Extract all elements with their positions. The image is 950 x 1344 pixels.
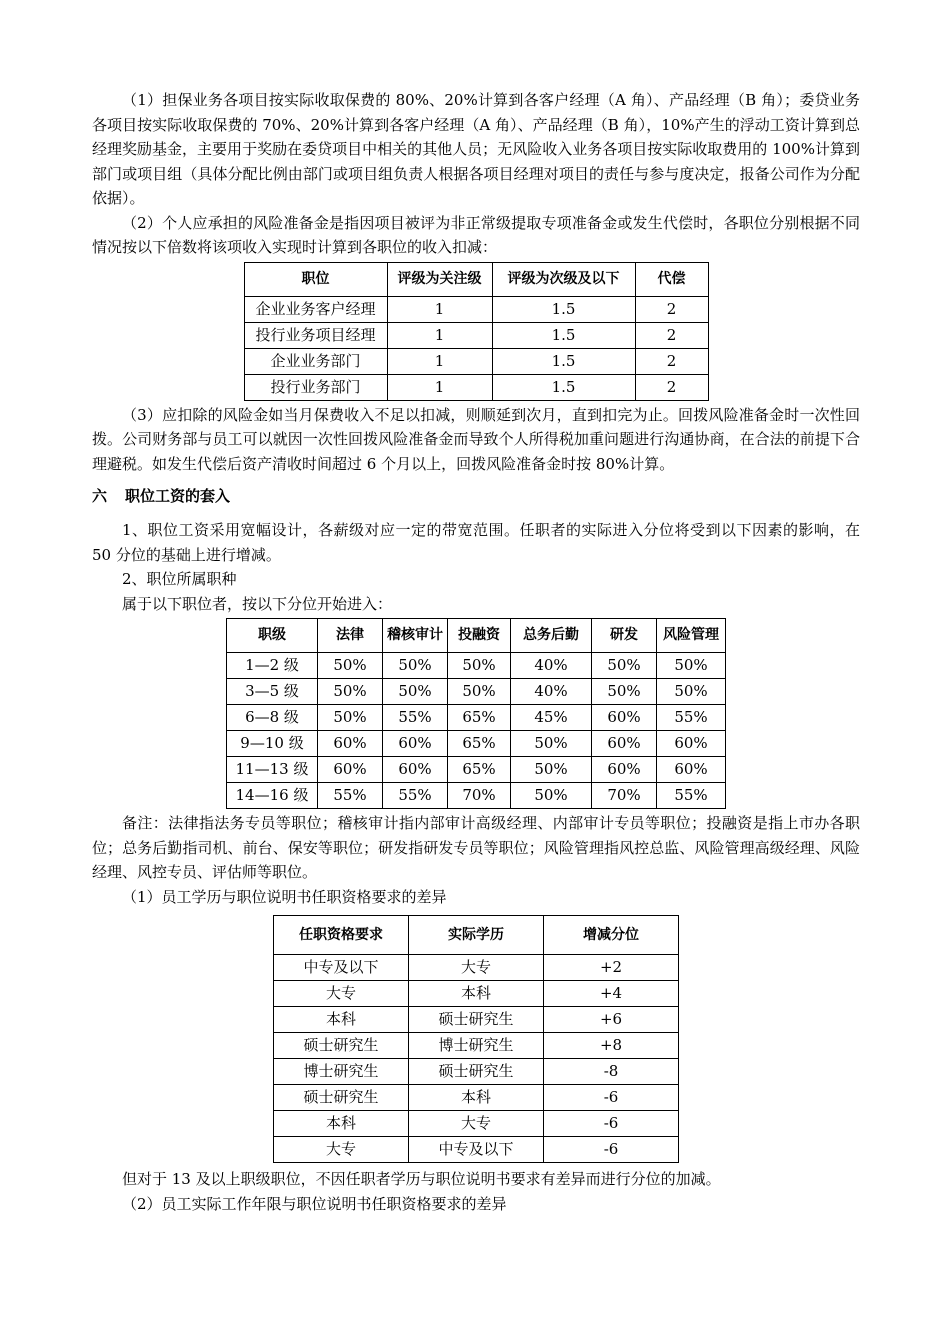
table-cell: 大专	[409, 1111, 544, 1137]
table-row	[274, 1137, 679, 1163]
document-page	[92, 88, 860, 1216]
column-header: 总务后勤	[511, 619, 592, 653]
paragraph-deduction-rules: （3）应扣除的风险金如当月保费收入不足以扣减，则顺延到次月，直到扣完为止。回拨风险准备金时一次性回拨。公司财务部与员工可以就因一次性回拨风险准备金而导致个人所得税加重问题进行沟通协商，在合法的前提下合理避税。如发生代偿后资产清收时间超过 6 个月以上，回拨风险准备金时按 80%计算。	[92, 405, 860, 473]
table-cell: 1	[387, 348, 492, 374]
table-row	[274, 1059, 679, 1085]
table-cell: 1	[387, 296, 492, 322]
table-cell: 50%	[657, 653, 726, 679]
table-cell: 50%	[511, 757, 592, 783]
table-header-row	[274, 916, 679, 955]
table-cell: 50%	[592, 653, 657, 679]
paragraph-work-years-diff: （2）员工实际工作年限与职位说明书任职资格要求的差异	[122, 1194, 507, 1213]
table-cell: 60%	[318, 757, 383, 783]
table-cell: 硕士研究生	[274, 1033, 409, 1059]
table-cell: 1—2 级	[227, 653, 318, 679]
table-cell: 55%	[657, 705, 726, 731]
table-cell: 1	[387, 322, 492, 348]
table-cell: 65%	[448, 731, 511, 757]
paragraph-risk-reserve: （2）个人应承担的风险准备金是指因项目被评为非正常级提取专项准备金或发生代偿时，各职位分别根据不同情况按以下倍数将该项收入实现时计算到各职位的收入扣减：	[92, 213, 860, 256]
paragraph-job-family: 2、职位所属职种	[122, 570, 237, 588]
table-cell: 60%	[657, 731, 726, 757]
table-cell: 2	[635, 322, 708, 348]
table-cell: 50%	[657, 679, 726, 705]
table-cell: 9—10 级	[227, 731, 318, 757]
table-cell: +4	[544, 981, 679, 1007]
table-cell: 企业业务客户经理	[244, 296, 387, 322]
table-row	[274, 1111, 679, 1137]
table-header-row	[244, 262, 708, 296]
table-cell: 55%	[318, 783, 383, 809]
table-cell: 40%	[511, 653, 592, 679]
table-row	[244, 374, 708, 400]
table-row	[274, 955, 679, 981]
column-header: 风险管理	[657, 619, 726, 653]
table-cell: 70%	[592, 783, 657, 809]
table-row	[227, 783, 726, 809]
column-header: 代偿	[635, 262, 708, 296]
table-cell: 50%	[592, 679, 657, 705]
table-cell: 本科	[274, 1111, 409, 1137]
column-header: 法律	[318, 619, 383, 653]
table-header-row	[227, 619, 726, 653]
column-header: 评级为次级及以下	[492, 262, 635, 296]
table-cell: +8	[544, 1033, 679, 1059]
table-cell: 50%	[383, 679, 448, 705]
column-header: 职级	[227, 619, 318, 653]
table-row	[244, 348, 708, 374]
column-header: 职位	[244, 262, 387, 296]
table-row	[227, 679, 726, 705]
entry-percentile-table	[226, 618, 726, 809]
table-cell: 1.5	[492, 374, 635, 400]
table-cell: 50%	[318, 653, 383, 679]
table-cell: 2	[635, 374, 708, 400]
table-cell: 65%	[448, 757, 511, 783]
table-cell: 50%	[318, 679, 383, 705]
table-row	[227, 731, 726, 757]
table-cell: 50%	[511, 731, 592, 757]
table-cell: 中专及以下	[274, 955, 409, 981]
table-cell: 65%	[448, 705, 511, 731]
table-cell: 2	[635, 348, 708, 374]
table-cell: 60%	[657, 757, 726, 783]
table-cell: 2	[635, 296, 708, 322]
column-header: 投融资	[448, 619, 511, 653]
table-cell: 6—8 级	[227, 705, 318, 731]
table-cell: 博士研究生	[274, 1059, 409, 1085]
column-header: 增减分位	[544, 916, 679, 955]
table-cell: 55%	[383, 783, 448, 809]
table-cell: -8	[544, 1059, 679, 1085]
table-cell: 本科	[409, 981, 544, 1007]
table-cell: 55%	[657, 783, 726, 809]
table-cell: 40%	[511, 679, 592, 705]
table-cell: 投行业务部门	[244, 374, 387, 400]
paragraph-entry-intro: 属于以下职位者，按以下分位开始进入：	[122, 594, 393, 613]
paragraph-premium-allocation: （1）担保业务各项目按实际收取保费的 80%、20%计算到各客户经理（A 角）、产品经理（B 角）；委贷业务各项目按实际收取保费的 70%、20%计算到各客户经理（A 角）、产品经理（B 角），10%产生的浮动工资计算到总经理奖励基金，主要用于奖励在委贷项目中相关的其他人员；无风险收入业务各项目按实际收取费用的 100%计算到部门或项目组（具体分配比例由部门或项目组负责人根据各项目经理对项目的责任与参与度决定，报备公司作为分配依据）。	[92, 91, 860, 207]
table-cell: 60%	[592, 731, 657, 757]
table-cell: 1	[387, 374, 492, 400]
education-adjustment-table	[273, 915, 679, 1163]
table-cell: -6	[544, 1137, 679, 1163]
section-title: 职位工资的套入	[125, 487, 231, 505]
table-row	[227, 757, 726, 783]
table-cell: 60%	[383, 731, 448, 757]
table-cell: 大专	[274, 1137, 409, 1163]
table-cell: +2	[544, 955, 679, 981]
table-row	[227, 705, 726, 731]
table-row	[274, 1007, 679, 1033]
table-cell: 1.5	[492, 322, 635, 348]
table-row	[244, 296, 708, 322]
table-cell: 60%	[383, 757, 448, 783]
table-cell: 60%	[592, 757, 657, 783]
column-header: 研发	[592, 619, 657, 653]
table-cell: 大专	[274, 981, 409, 1007]
table-row	[227, 653, 726, 679]
column-header: 任职资格要求	[274, 916, 409, 955]
table-row	[274, 981, 679, 1007]
table-cell: 硕士研究生	[409, 1007, 544, 1033]
risk-multiplier-table	[244, 262, 709, 401]
table-cell: 60%	[318, 731, 383, 757]
section-heading	[92, 482, 860, 510]
table-cell: 本科	[409, 1085, 544, 1111]
paragraph-wage-design: 1、职位工资采用宽幅设计，各薪级对应一定的带宽范围。任职者的实际进入分位将受到以下因素的影响，在 50 分位的基础上进行增减。	[92, 521, 860, 564]
table-cell: 博士研究生	[409, 1033, 544, 1059]
table-cell: 45%	[511, 705, 592, 731]
table-cell: 1.5	[492, 296, 635, 322]
table-cell: -6	[544, 1085, 679, 1111]
table-cell: 60%	[592, 705, 657, 731]
table-cell: 50%	[383, 653, 448, 679]
column-header: 稽核审计	[383, 619, 448, 653]
table-cell: 大专	[409, 955, 544, 981]
table-cell: -6	[544, 1111, 679, 1137]
table-cell: +6	[544, 1007, 679, 1033]
paragraph-notes: 备注：法律指法务专员等职位；稽核审计指内部审计高级经理、内部审计专员等职位；投融资是指上市办各职位；总务后勤指司机、前台、保安等职位；研发指研发专员等职位；风险管理指风控总监、风险管理高级经理、风险经理、风控专员、评估师等职位。	[92, 814, 860, 881]
table-cell: 企业业务部门	[244, 348, 387, 374]
table-cell: 50%	[448, 653, 511, 679]
table-cell: 14—16 级	[227, 783, 318, 809]
table-cell: 11—13 级	[227, 757, 318, 783]
paragraph-education-diff: （1）员工学历与职位说明书任职资格要求的差异	[122, 887, 447, 906]
table-cell: 50%	[448, 679, 511, 705]
table-row	[274, 1033, 679, 1059]
table-cell: 硕士研究生	[409, 1059, 544, 1085]
table-cell: 70%	[448, 783, 511, 809]
section-number: 六	[92, 487, 108, 505]
table-cell: 55%	[383, 705, 448, 731]
table-row	[244, 322, 708, 348]
table-cell: 中专及以下	[409, 1137, 544, 1163]
table-cell: 3—5 级	[227, 679, 318, 705]
paragraph-exception: 但对于 13 及以上职级职位，不因任职者学历与职位说明书要求有差异而进行分位的加减。	[122, 1170, 721, 1188]
table-cell: 本科	[274, 1007, 409, 1033]
table-cell: 硕士研究生	[274, 1085, 409, 1111]
column-header: 实际学历	[409, 916, 544, 955]
table-cell: 1.5	[492, 348, 635, 374]
column-header: 评级为关注级	[387, 262, 492, 296]
table-row	[274, 1085, 679, 1111]
table-cell: 50%	[511, 783, 592, 809]
table-cell: 50%	[318, 705, 383, 731]
table-cell: 投行业务项目经理	[244, 322, 387, 348]
